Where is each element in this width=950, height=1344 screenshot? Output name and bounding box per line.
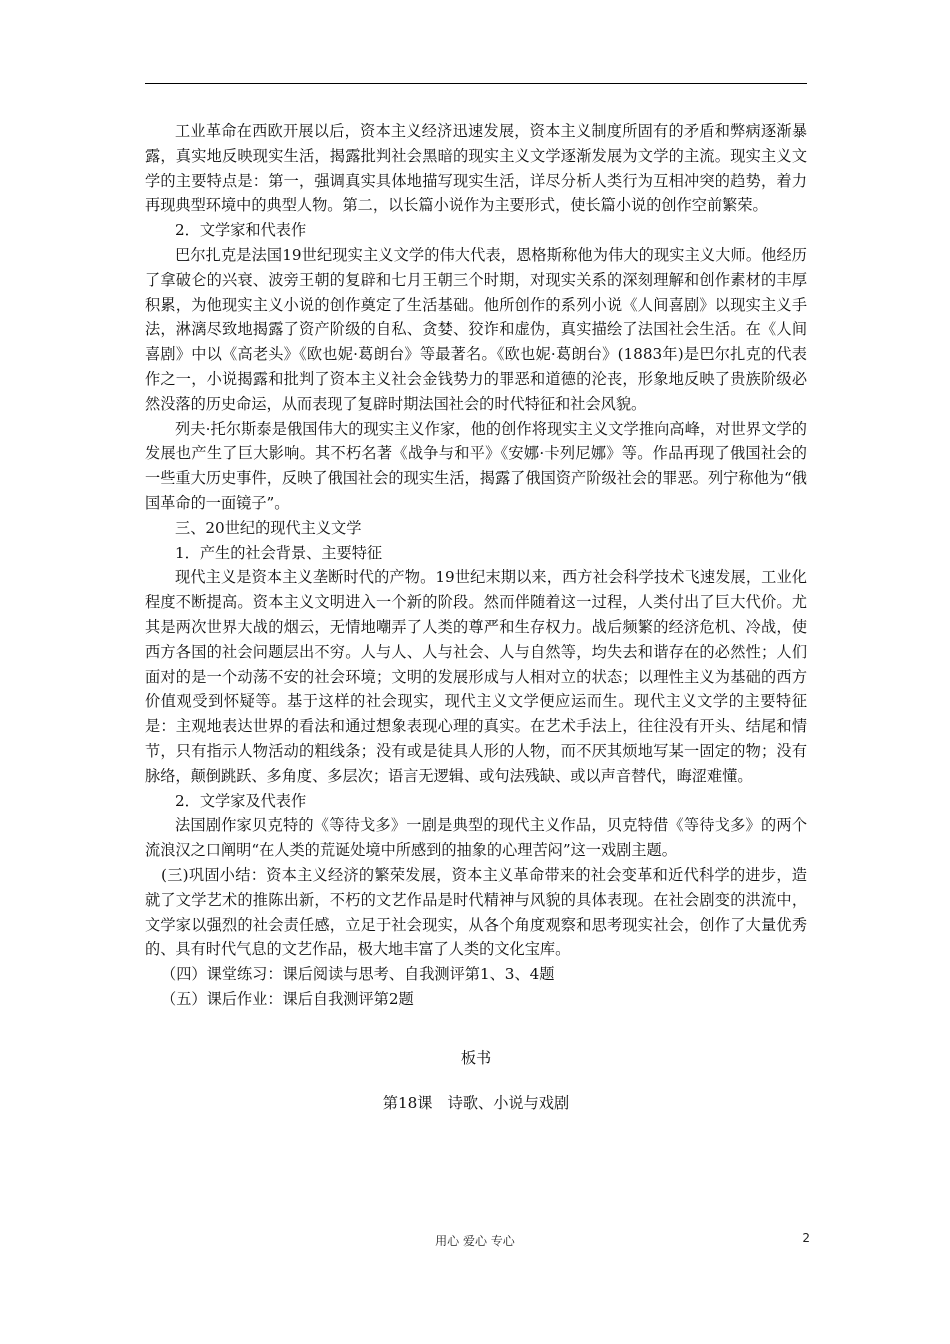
header-rule: [145, 83, 807, 84]
paragraph-tolstoy: 列夫·托尔斯泰是俄国伟大的现实主义作家，他的创作将现实主义文学推向高峰，对世界文学的发展也产生了巨大影响。其不朽名著《战争与和平》《安娜·卡列尼娜》等。作品再现了俄国社会的一些重大历史事件，反映了俄国社会的现实生活，揭露了俄国资产阶级社会的罪恶。列宁称他为“俄国革命的一面镜子”。: [145, 419, 807, 512]
paragraph-summary: (三)巩固小结：资本主义经济的繁荣发展，资本主义革命带来的社会变革和近代科学的进步，造就了文学艺术的推陈出新，不朽的文艺作品是时代精神与风貌的具体表现。在社会剧变的洪流中，文学家以强烈的社会责任感，立足于社会现实，从各个角度观察和思考现实社会，创作了大量优秀的、具有时代气息的文艺作品，极大地丰富了人类的文化宝库。: [145, 865, 807, 959]
footer-text: 用心 爱心 专心: [435, 1234, 515, 1248]
paragraph-homework: （五）课后作业：课后自我测评第2题: [161, 989, 414, 1008]
spacer: [145, 1012, 807, 1046]
heading-writers-2: 2．文学家及代表作: [175, 791, 307, 810]
heading-writers-1: 2．文学家和代表作: [175, 221, 307, 240]
paragraph-balzac: 巴尔扎克是法国19世纪现实主义文学的伟大代表，恩格斯称他为伟大的现实主义大师。他经历了拿破仑的兴衰、波旁王朝的复辟和七月王朝三个时期，对现实关系的深刻理解和创作素材的丰厚积累，为他现实主义小说的创作奠定了生活基础。他所创作的系列小说《人间喜剧》以现实主义手法，淋漓尽致地揭露了资产阶级的自私、贪婪、狡诈和虚伪，真实描绘了法国社会生活。在《人间喜剧》中以《高老头》《欧也妮·葛朗台》等最著名。《欧也妮·葛朗台》(1883年)是巴尔扎克的代表作之一，小说揭露和批判了资本主义社会金钱势力的罪恶和道德的沦丧，形象地反映了贵族阶级必然没落的历史命运，从而表现了复辟时期法国社会的时代特征和社会风貌。: [145, 245, 807, 413]
paragraph-realism-intro: 工业革命在西欧开展以后，资本主义经济迅速发展，资本主义制度所固有的矛盾和弊病逐渐暴露，真实地反映现实生活，揭露批判社会黑暗的现实主义文学逐渐发展为文学的主流。现实主义文学的主要特点是：第一，强调真实具体地描写现实生活，详尽分析人类行为互相冲突的趋势，着力再现典型环境中的典型人物。第二，以长篇小说作为主要形式，使长篇小说的创作空前繁荣。: [145, 122, 807, 215]
board-title: 板书: [460, 1048, 492, 1067]
document-body: [145, 119, 807, 1116]
heading-background: 1．产生的社会背景、主要特征: [175, 543, 383, 562]
paragraph-classwork: （四）课堂练习：课后阅读与思考、自我测评第1、3、4题: [161, 965, 555, 984]
spacer: [145, 1070, 807, 1091]
lesson-title: 第18课 诗歌、小说与戏剧: [382, 1094, 570, 1113]
paragraph-beckett: 法国剧作家贝克特的《等待戈多》一剧是典型的现代主义作品，贝克特借《等待戈多》的两个流浪汉之口阐明“在人类的荒诞处境中所感到的抽象的心理苦闷”这一戏剧主题。: [145, 816, 807, 860]
paragraph-modernism: 现代主义是资本主义垄断时代的产物。19世纪末期以来，西方社会科学技术飞速发展，工业化程度不断提高。资本主义文明进入一个新的阶段。然而伴随着这一过程，人类付出了巨大代价。尤其是两次世界大战的烟云，无情地嘲弄了人类的尊严和生存权力。战后频繁的经济危机、冷战，使西方各国的社会问题层出不穷。人与人、人与社会、人与自然等，均失去和谐存在的必然性；人们面对的是一个动荡不安的社会环境；文明的发展形成与人相对立的状态；以理性主义为基础的西方价值观受到怀疑等。基于这样的社会现实，现代主义文学便应运而生。现代主义文学的主要特征是：主观地表达世界的看法和通过想象表现心理的真实。在艺术手法上，往往没有开头、结尾和情节，只有指示人物活动的粗线条；没有或是徒具人形的人物，而不厌其烦地写某一固定的物；没有脉络，颠倒跳跃、多角度、多层次；语言无逻辑、或句法残缺、或以声音替代，晦涩难懂。: [145, 568, 807, 785]
heading-modernism: 三、20世纪的现代主义文学: [175, 518, 362, 537]
page-number: 2: [802, 1231, 810, 1245]
